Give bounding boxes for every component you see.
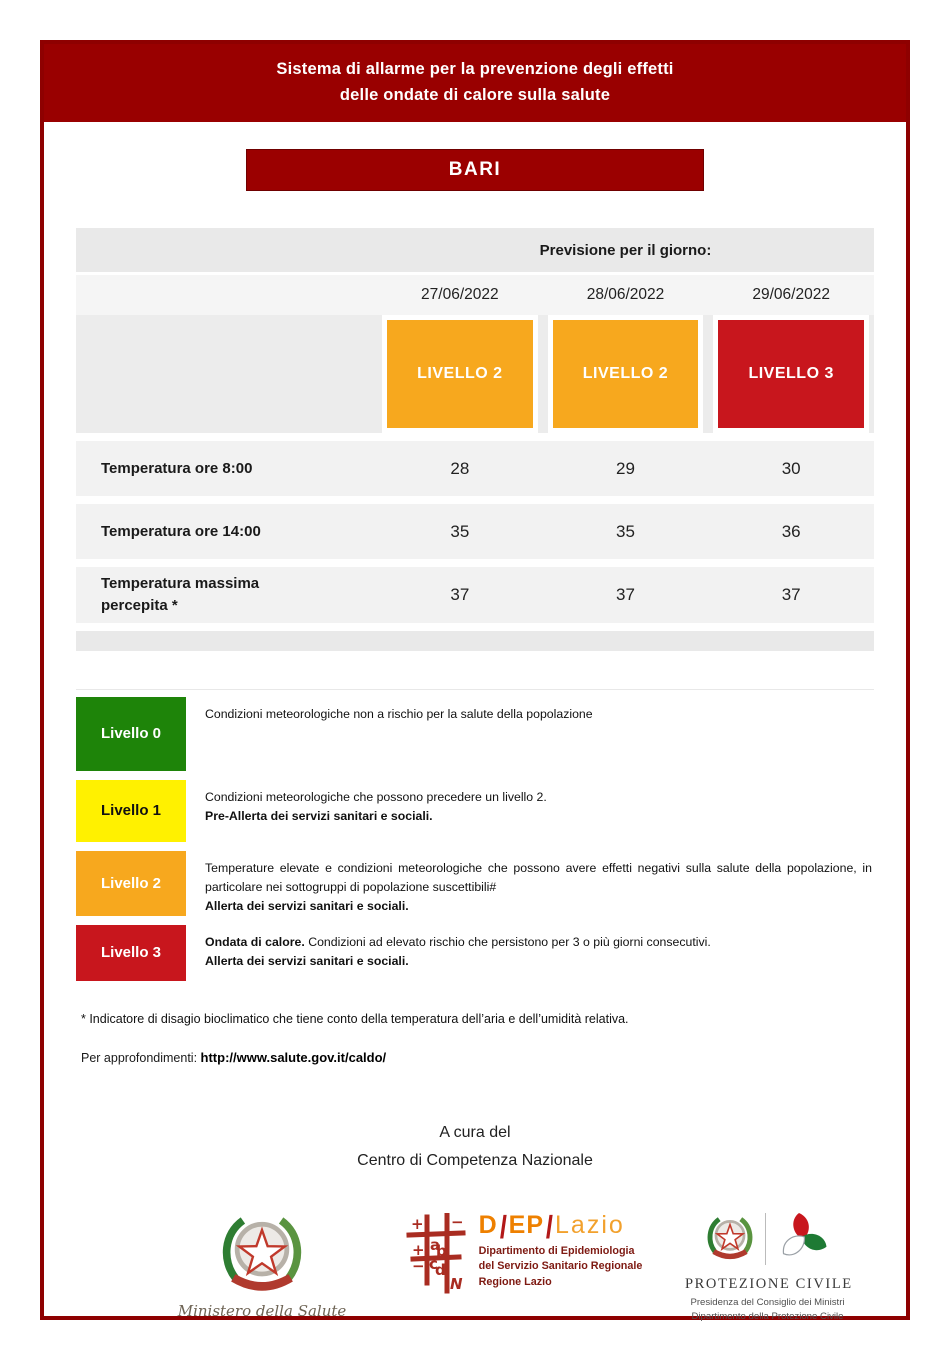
credits-line2: Centro di Competenza Nazionale — [357, 1151, 593, 1169]
protezione-subtitle: Presidenza del Consiglio dei Ministri Dipartimento della Protezione Civile — [690, 1296, 845, 1323]
legend-row-level3 — [76, 925, 874, 981]
legend-desc-level2: Temperature elevate e condizioni meteorologiche che possono avere effetti negativi sulla salute della popolazione, in particolare nei sottogruppi di popolazione suscettibili# — [205, 860, 872, 894]
legend-desc-level3: Ondata di calore. Condizioni ad elevato rischio che persistono per 3 o più giorni consecutivi. — [205, 934, 711, 949]
svg-text:+: + — [411, 1240, 425, 1259]
header-title-line1: Sistema di allarme per la prevenzione degli effetti — [276, 60, 674, 78]
more-info-line — [81, 1050, 869, 1065]
credits — [44, 1119, 906, 1175]
table-footer-band — [76, 631, 874, 651]
temp-0800-day2: 29 — [616, 458, 635, 478]
ministero-caption: Ministero della Salute — [177, 1301, 347, 1320]
temp-0800-day3: 30 — [781, 458, 801, 478]
forecast-table — [76, 228, 874, 651]
forecast-date-1: 27/06/2022 — [421, 286, 499, 304]
forecast-levels-row — [76, 315, 874, 433]
svg-text:+: + — [410, 1214, 424, 1233]
legend-row-level1 — [76, 780, 874, 842]
ministero-salute-logo — [162, 1209, 362, 1320]
legend-alert-level1: Pre-Allerta dei servizi sanitari e sociali. — [205, 808, 433, 823]
levels-legend — [76, 689, 874, 981]
protezione-title: PROTEZIONE CIVILE — [685, 1275, 853, 1292]
header-title-line2: delle ondate di calore sulla salute — [339, 85, 611, 104]
dep-brand: D | EP | Lazio — [478, 1210, 625, 1239]
more-info-label: Per approfondimenti: — [81, 1050, 198, 1065]
legend-row-level0 — [76, 697, 874, 771]
svg-text:b: b — [435, 1241, 447, 1260]
svg-text:N: N — [449, 1274, 463, 1293]
logo-divider — [765, 1213, 766, 1265]
legend-box-level2: Livello 2 — [76, 851, 186, 916]
table-row-temp-0800 — [76, 441, 874, 496]
italy-emblem-small-icon — [703, 1211, 757, 1268]
legend-desc-level1: Condizioni meteorologiche che possono precedere un livello 2. — [205, 789, 547, 804]
row-label: Temperatura ore 8:00 — [101, 459, 253, 477]
level-badge-day1: LIVELLO 2 — [382, 315, 538, 433]
credits-line1: A cura del — [439, 1123, 511, 1141]
dep-subtitle: Dipartimento di Epidemiologia del Servizio Sanitario Regionale Regione Lazio — [478, 1244, 643, 1289]
legend-alert-level2: Allerta dei servizi sanitari e sociali. — [205, 898, 409, 913]
svg-text:−: − — [450, 1212, 464, 1231]
bioclimatic-footnote: * Indicatore di disagio bioclimatico che tiene conto della temperatura dell’aria e dell’umidità relativa. — [81, 1011, 629, 1026]
legend-box-level3: Livello 3 — [76, 925, 186, 981]
row-label: Temperatura massima percepita * — [101, 575, 260, 614]
dep-lazio-logo — [405, 1210, 643, 1300]
temp-max-day3: 37 — [781, 584, 801, 604]
tricolor-pinwheel-icon — [774, 1209, 832, 1270]
protezione-civile-logo — [685, 1209, 853, 1325]
dep-grid-icon — [405, 1213, 467, 1300]
legend-box-level1: Livello 1 — [76, 780, 186, 842]
temp-max-day1: 37 — [450, 584, 470, 604]
svg-text:−: − — [411, 1256, 425, 1275]
header-band — [44, 44, 906, 122]
legend-alert-level3: Allerta dei servizi sanitari e sociali. — [205, 953, 409, 968]
svg-text:a: a — [429, 1235, 440, 1254]
level-badge-day3: LIVELLO 3 — [713, 315, 869, 433]
forecast-caption: Previsione per il giorno: — [539, 241, 712, 259]
temp-1400-day1: 35 — [450, 521, 470, 541]
legend-box-level0: Livello 0 — [76, 697, 186, 771]
table-row-temp-max — [76, 567, 874, 623]
city-name: BARI — [448, 159, 502, 181]
row-label: Temperatura ore 14:00 — [101, 522, 261, 540]
table-row-temp-1400 — [76, 504, 874, 559]
logos-row — [162, 1209, 853, 1325]
legend-row-level2 — [76, 851, 874, 916]
temp-max-day2: 37 — [616, 584, 635, 604]
italy-emblem-icon — [214, 1282, 310, 1299]
forecast-date-3: 29/06/2022 — [752, 286, 830, 304]
forecast-date-2: 28/06/2022 — [586, 286, 665, 304]
bulletin-page — [40, 40, 910, 1323]
forecast-dates-row — [76, 275, 874, 315]
temp-1400-day3: 36 — [781, 521, 801, 541]
temp-1400-day2: 35 — [616, 521, 635, 541]
salute-gov-link[interactable]: http://www.salute.gov.it/caldo/ — [200, 1049, 387, 1065]
temp-0800-day1: 28 — [450, 458, 470, 478]
forecast-caption-row — [76, 228, 874, 272]
svg-text:d: d — [434, 1260, 446, 1279]
svg-text:c: c — [428, 1254, 438, 1273]
level-badge-day2: LIVELLO 2 — [548, 315, 704, 433]
city-banner — [246, 149, 704, 191]
legend-desc-level0: Condizioni meteorologiche non a rischio per la salute della popolazione — [205, 706, 593, 721]
